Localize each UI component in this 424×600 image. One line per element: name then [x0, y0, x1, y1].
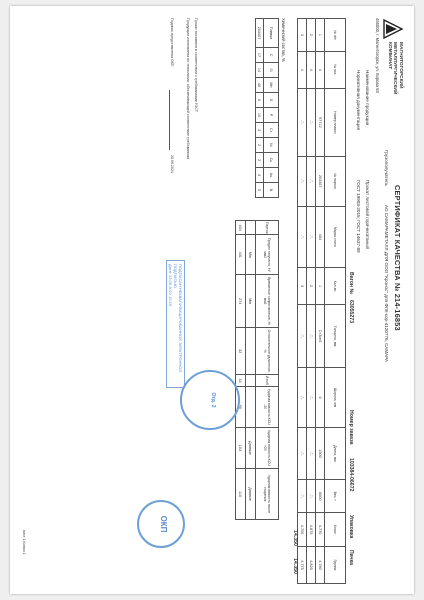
mech-header-cell: Ударная вязкость после старения	[256, 469, 279, 520]
table-row	[307, 19, 316, 584]
total-weight-2: 14.350	[292, 558, 298, 574]
main-header-cell: № п/п	[325, 19, 346, 52]
mech-header-cell: Изгиб	[256, 374, 279, 386]
main-header-cell: Ширина, мм	[325, 368, 346, 427]
package-value: Пачка	[348, 550, 354, 565]
table-cell: 97712	[316, 88, 325, 156]
okp-text: ОКП	[159, 515, 168, 533]
okp-seal	[137, 500, 185, 548]
table-cell: -"-	[298, 304, 307, 367]
main-header-cell: № партии	[325, 156, 346, 206]
electronic-signature-stamp	[166, 260, 185, 388]
chem-header-cell: Плавка	[264, 19, 279, 48]
table-cell: -"-	[307, 304, 316, 367]
mechanical-table	[235, 220, 279, 520]
chem-header-cell: P	[264, 108, 279, 123]
chem-header-cell: Cr	[264, 123, 279, 138]
standard-label: Нормативная документация	[356, 70, 361, 131]
signature-date: 28.06.2021	[170, 155, 174, 173]
table-cell: 4.875	[307, 513, 316, 547]
table-cell: 46	[256, 78, 264, 93]
note-line-1: Прокат поставлен в соответствии с требованиями ГОСТ	[194, 18, 198, 113]
product-label: Наименование продукции	[365, 70, 370, 126]
table-cell: 2	[256, 153, 264, 168]
table-cell: 1	[316, 268, 325, 304]
table-cell: 6	[316, 368, 325, 427]
table-cell: Данные	[246, 427, 256, 468]
table-cell: 5	[256, 183, 264, 198]
main-header-cell: Толщина, мм	[325, 304, 346, 367]
table-cell: -"-	[298, 206, 307, 268]
main-header-cell: Марка стали	[325, 206, 346, 268]
table-cell: 3	[256, 168, 264, 183]
company-name: МАГНИТОГОРСКИЙ МЕТАЛЛУРГИЧЕСКИЙ КОМБИНАТ	[386, 42, 403, 95]
table-cell: 103	[236, 427, 246, 468]
table-cell: 90	[236, 387, 246, 428]
table-cell: 4	[316, 51, 325, 88]
mech-header-cell: Ударная вязкость KCU -20	[256, 387, 279, 428]
wagon-number: 63055273	[348, 300, 354, 324]
certificate-title: СЕРТИФИКАТ КАЧЕСТВА № 214-16853	[393, 185, 402, 331]
table-cell: 3	[298, 19, 307, 52]
signature-label: Подпись представителя ОКП	[170, 18, 174, 67]
table-cell: 4.825	[307, 546, 316, 583]
table-cell: 14	[256, 63, 264, 78]
wagon-label: Вагон №	[348, 272, 354, 295]
table-cell	[246, 374, 256, 386]
order-label: Номер заказа	[348, 410, 354, 445]
chem-header-cell: Ni	[264, 138, 279, 153]
product-value: Прокат листовой горячекатаный	[365, 180, 370, 249]
table-cell	[246, 328, 256, 375]
chem-table-header	[264, 19, 279, 198]
table-cell: 2	[307, 268, 316, 304]
table-cell: 32	[236, 328, 246, 375]
table-cell: 1	[316, 19, 325, 52]
chem-header-cell: Cu	[264, 153, 279, 168]
main-table	[297, 18, 346, 584]
table-cell: 404	[236, 221, 246, 235]
chem-header-cell: N	[264, 183, 279, 198]
company-address: 455000, г. Магнитогорск, ул. Кирова 93	[375, 18, 380, 93]
table-cell: 6000	[316, 480, 325, 513]
table-row	[298, 19, 307, 584]
mech-header-cell: Временное сопротивление, Н/мм2	[256, 275, 279, 328]
table-cell: 4.770	[316, 513, 325, 547]
chem-header-cell: S	[264, 93, 279, 108]
table-cell	[246, 387, 256, 428]
chem-header-cell: C	[264, 48, 279, 63]
table-cell: Ст3сп5	[316, 304, 325, 367]
table-cell: 404	[316, 206, 325, 268]
mech-header-cell: Партия	[256, 221, 279, 235]
main-header-cell: Класс	[325, 513, 346, 547]
chemical-table	[255, 18, 279, 198]
table-cell: -"-	[298, 480, 307, 513]
mech-header-cell: Относительное удлинение, %	[256, 328, 279, 375]
chem-header-cell: As	[264, 168, 279, 183]
table-cell: 4.775	[298, 546, 307, 583]
table-cell: 2	[307, 19, 316, 52]
stamp-text: ПОДПИСАН НЕКВАЛИФИЦИРОВАННОЙ ЭЛЕКТРОННОЙ ПОДПИСЬЮ	[173, 264, 183, 373]
table-cell: 3	[298, 268, 307, 304]
table-cell: Min	[246, 235, 256, 275]
table-cell: Min	[246, 275, 256, 328]
table-row	[246, 221, 256, 520]
table-cell: -"-	[307, 156, 316, 206]
table-cell: 274	[236, 275, 246, 328]
main-header-cell: Вес, т	[325, 480, 346, 513]
table-cell: 4	[307, 51, 316, 88]
mech-table-header	[256, 221, 279, 520]
table-cell: 4.780	[316, 546, 325, 583]
table-cell: -"-	[298, 427, 307, 479]
main-header-cell: Длина, мм	[325, 427, 346, 479]
table-cell: Данные	[246, 469, 256, 520]
table-cell: 203467	[256, 19, 264, 48]
table-cell: 4	[298, 51, 307, 88]
table-cell: 1500	[316, 427, 325, 479]
table-cell	[246, 221, 256, 235]
main-table-header	[325, 19, 346, 584]
note-line-2: Продукция изготовлена по технологии, обеспечивающей соответствие требованиям	[186, 18, 190, 159]
mech-header-cell: Ударная вязкость KCU +20	[256, 427, 279, 468]
table-cell: 110	[236, 469, 246, 520]
stamp-date: Дата: 23.06.2021 15:19	[168, 264, 173, 307]
main-header-cell: № поз.	[325, 51, 346, 88]
table-cell: -"-	[298, 88, 307, 156]
table-cell: -"-	[298, 156, 307, 206]
certificate-document	[14, 10, 410, 590]
consignee-value: АО САМАРАМЕТАЛЛ ДЛЯ ООО "Кронос" для ФЛК-кор-4120776, САМАРА	[384, 205, 389, 363]
table-cell: 6	[256, 93, 264, 108]
main-header-cell: Номер плавки	[325, 88, 346, 156]
table-cell: -"-	[307, 427, 316, 479]
table-cell: -"-	[307, 480, 316, 513]
table-cell: 17	[256, 48, 264, 63]
order-number: 103384-06672	[348, 458, 354, 492]
table-row	[256, 19, 264, 198]
table-cell: 4.705	[298, 513, 307, 547]
table-cell: -"-	[307, 206, 316, 268]
table-cell: -"-	[307, 368, 316, 427]
package-label: Упаковка	[348, 515, 354, 539]
mech-header-cell: Предел текучести, Н/мм2	[256, 235, 279, 275]
table-row	[236, 221, 246, 520]
table-cell: 431	[236, 235, 246, 275]
mmk-logo-icon	[382, 18, 404, 40]
table-cell: 3	[256, 123, 264, 138]
table-cell: 33	[236, 374, 246, 386]
page-number: лист 1 Копия 1	[22, 530, 26, 555]
seal-text: Отд. 2	[210, 392, 216, 408]
chem-header-cell: Si	[264, 63, 279, 78]
consignee-label: Грузополучатель	[384, 150, 389, 186]
certificate-sheet	[10, 6, 414, 594]
table-cell: 203467	[316, 156, 325, 206]
standard-value: ГОСТ 19903-2015; ГОСТ 14637-89	[356, 180, 361, 253]
main-header-cell: Группа	[325, 546, 346, 583]
signature-line	[169, 90, 170, 150]
chem-header-cell: Mn	[264, 78, 279, 93]
main-header-cell: Кол-во	[325, 268, 346, 304]
table-row	[316, 19, 325, 584]
table-cell: 2	[256, 138, 264, 153]
round-seal	[180, 370, 240, 430]
table-cell: -"-	[307, 88, 316, 156]
chem-title: Химический состав, %	[281, 18, 286, 62]
table-cell: -"-	[298, 368, 307, 427]
total-weight: 14.350	[292, 530, 298, 546]
table-cell: 10	[256, 108, 264, 123]
